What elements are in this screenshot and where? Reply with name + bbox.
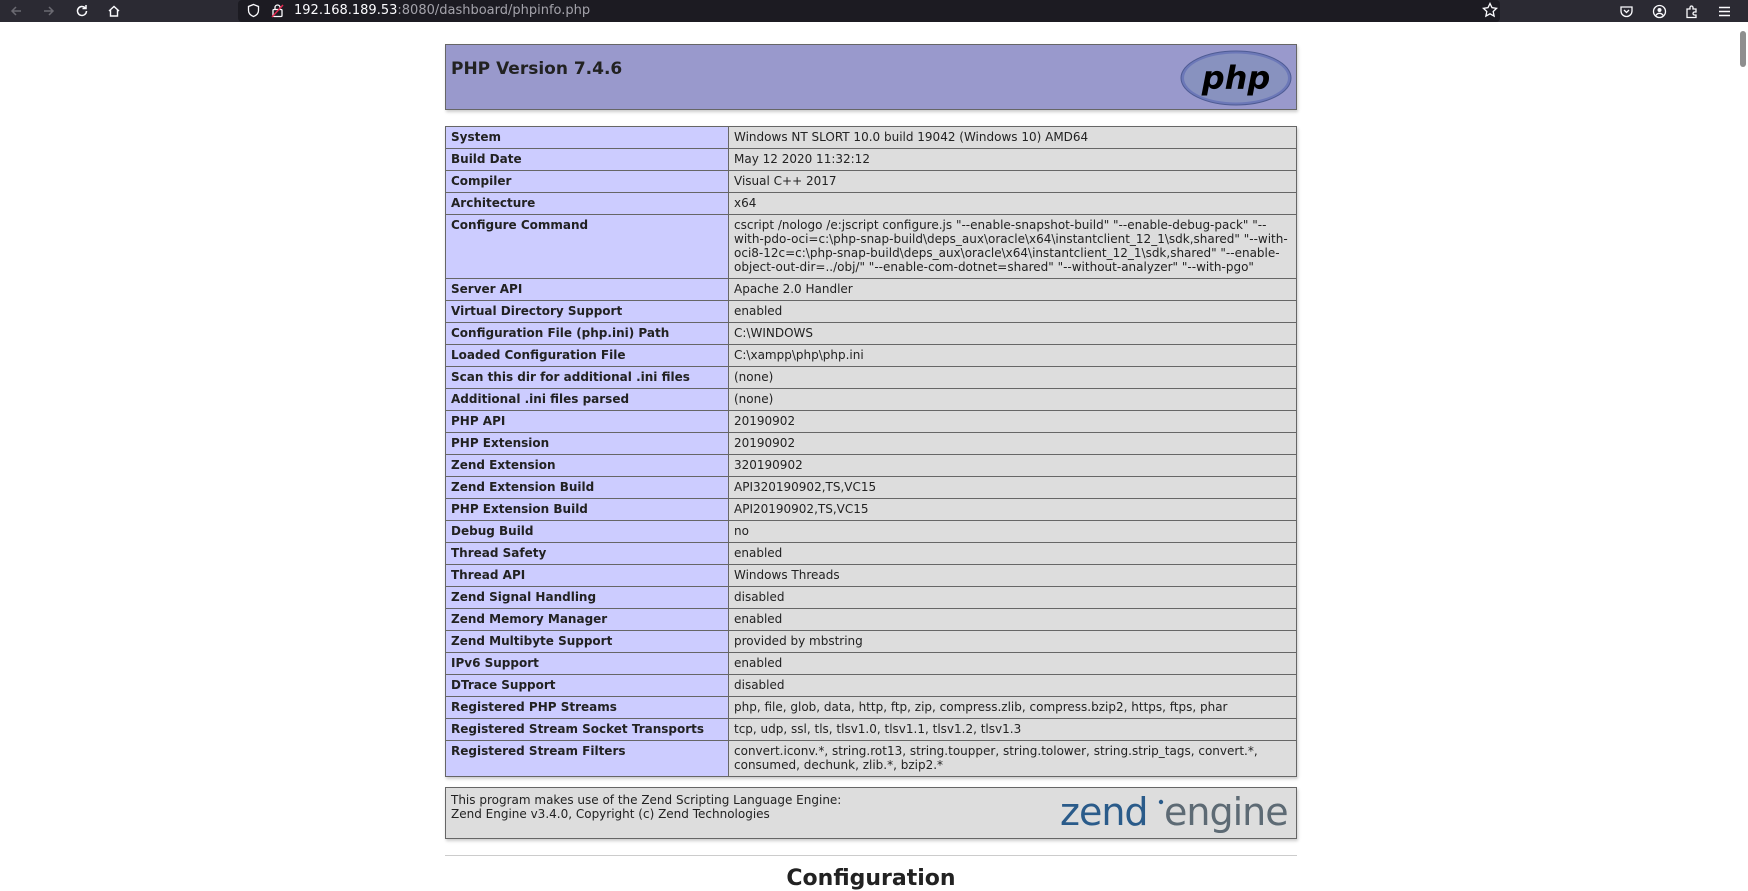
row-value: 20190902 [729, 411, 1297, 433]
section-divider [445, 855, 1297, 856]
row-value: enabled [729, 301, 1297, 323]
row-value: May 12 2020 11:32:12 [729, 149, 1297, 171]
insecure-lock-icon[interactable] [270, 3, 285, 22]
table-row [446, 433, 1297, 455]
table-row [446, 367, 1297, 389]
row-value: x64 [729, 193, 1297, 215]
table-row [446, 301, 1297, 323]
zend-logo-left: zend [1060, 791, 1148, 834]
shield-icon[interactable] [246, 3, 261, 22]
row-value: 320190902 [729, 455, 1297, 477]
table-row [446, 499, 1297, 521]
address-bar[interactable] [238, 0, 1500, 22]
row-label: Thread Safety [446, 543, 729, 565]
row-label: Scan this dir for additional .ini files [446, 367, 729, 389]
row-label: Architecture [446, 193, 729, 215]
forward-icon[interactable] [37, 0, 61, 22]
table-row [446, 411, 1297, 433]
zend-line-2: Zend Engine v3.4.0, Copyright (c) Zend Technologies [451, 807, 770, 821]
row-label: Loaded Configuration File [446, 345, 729, 367]
url-text[interactable]: 192.168.189.53:8080/dashboard/phpinfo.php [294, 3, 591, 18]
configuration-heading: Configuration [786, 866, 956, 891]
row-label: Configuration File (php.ini) Path [446, 323, 729, 345]
row-label: Zend Extension Build [446, 477, 729, 499]
row-value: enabled [729, 543, 1297, 565]
row-label: Virtual Directory Support [446, 301, 729, 323]
table-row [446, 215, 1297, 279]
table-row [446, 521, 1297, 543]
row-value: Windows NT SLORT 10.0 build 19042 (Windows 10) AMD64 [729, 127, 1297, 149]
row-label: PHP Extension [446, 433, 729, 455]
row-label: PHP Extension Build [446, 499, 729, 521]
table-row [446, 697, 1297, 719]
row-value: no [729, 521, 1297, 543]
row-label: Thread API [446, 565, 729, 587]
row-value: provided by mbstring [729, 631, 1297, 653]
bookmark-star-icon[interactable] [1482, 2, 1498, 22]
php-version-header [445, 44, 1297, 110]
row-value: Windows Threads [729, 565, 1297, 587]
table-row [446, 653, 1297, 675]
row-value: API320190902,TS,VC15 [729, 477, 1297, 499]
zend-engine-box [445, 787, 1297, 839]
table-row [446, 741, 1297, 777]
page-scrollbar[interactable] [1738, 30, 1748, 883]
row-label: Zend Signal Handling [446, 587, 729, 609]
back-icon[interactable] [4, 0, 28, 22]
zend-line-1: This program makes use of the Zend Scripting Language Engine: [451, 793, 842, 807]
row-value: C:\xampp\php\php.ini [729, 345, 1297, 367]
row-label: Registered Stream Filters [446, 741, 729, 777]
table-row [446, 543, 1297, 565]
home-icon[interactable] [102, 0, 126, 22]
row-label: Server API [446, 279, 729, 301]
row-value: enabled [729, 653, 1297, 675]
table-row [446, 127, 1297, 149]
menu-icon[interactable] [1713, 0, 1735, 22]
extensions-icon[interactable] [1680, 0, 1702, 22]
row-value: php, file, glob, data, http, ftp, zip, compress.zlib, compress.bzip2, https, ftps, phar [729, 697, 1297, 719]
row-label: Additional .ini files parsed [446, 389, 729, 411]
table-row [446, 719, 1297, 741]
row-value: enabled [729, 609, 1297, 631]
table-row [446, 323, 1297, 345]
row-label: Registered Stream Socket Transports [446, 719, 729, 741]
pocket-icon[interactable] [1615, 0, 1637, 22]
row-label: Configure Command [446, 215, 729, 279]
row-value: Apache 2.0 Handler [729, 279, 1297, 301]
reload-icon[interactable] [70, 0, 94, 22]
table-row [446, 631, 1297, 653]
row-value: tcp, udp, ssl, tls, tlsv1.0, tlsv1.1, tlsv1.2, tlsv1.3 [729, 719, 1297, 741]
table-row [446, 345, 1297, 367]
row-label: DTrace Support [446, 675, 729, 697]
row-value: cscript /nologo /e:jscript configure.js "--enable-snapshot-build" "--enable-debug-pack" "--with-pdo-oci=c:\php-snap-build\deps_aux\oracle\x64\instantclient_12_1\sdk,shared" "--with-oci8-12c=c:\php-snap-build\deps_aux\oracle\x64\instantclient_12_1\sdk,shared" "--enable-object-out-dir=../obj/" "--enable-com-dotnet=shared" "--without-analyzer" "--with-pgo" [729, 215, 1297, 279]
row-value: 20190902 [729, 433, 1297, 455]
php-info-table [445, 126, 1297, 777]
php-logo-icon [1180, 50, 1292, 106]
row-value: disabled [729, 587, 1297, 609]
table-row [446, 171, 1297, 193]
table-row [446, 675, 1297, 697]
table-row [446, 477, 1297, 499]
row-value: Visual C++ 2017 [729, 171, 1297, 193]
table-row [446, 609, 1297, 631]
row-label: PHP API [446, 411, 729, 433]
row-label: Registered PHP Streams [446, 697, 729, 719]
zend-engine-logo-icon [1060, 791, 1292, 837]
row-label: Compiler [446, 171, 729, 193]
row-label: Debug Build [446, 521, 729, 543]
table-row [446, 149, 1297, 171]
table-row [446, 389, 1297, 411]
table-row [446, 279, 1297, 301]
row-value: (none) [729, 389, 1297, 411]
row-label: Zend Multibyte Support [446, 631, 729, 653]
table-row [446, 193, 1297, 215]
page-title: PHP Version 7.4.6 [451, 59, 623, 79]
row-label: IPv6 Support [446, 653, 729, 675]
row-label: Build Date [446, 149, 729, 171]
zend-logo-right: engine [1164, 791, 1288, 834]
row-value: API20190902,TS,VC15 [729, 499, 1297, 521]
row-label: Zend Memory Manager [446, 609, 729, 631]
row-label: System [446, 127, 729, 149]
account-icon[interactable] [1648, 0, 1670, 22]
table-row [446, 565, 1297, 587]
row-value: disabled [729, 675, 1297, 697]
row-label: Zend Extension [446, 455, 729, 477]
row-value: C:\WINDOWS [729, 323, 1297, 345]
row-value: convert.iconv.*, string.rot13, string.toupper, string.tolower, string.strip_tags, convert.*, consumed, dechunk, zlib.*, bzip2.* [729, 741, 1297, 777]
scrollbar-thumb[interactable] [1740, 31, 1746, 67]
php-logo-text: php [1201, 59, 1271, 97]
browser-toolbar [0, 0, 1748, 22]
table-row [446, 455, 1297, 477]
row-value: (none) [729, 367, 1297, 389]
table-row [446, 587, 1297, 609]
